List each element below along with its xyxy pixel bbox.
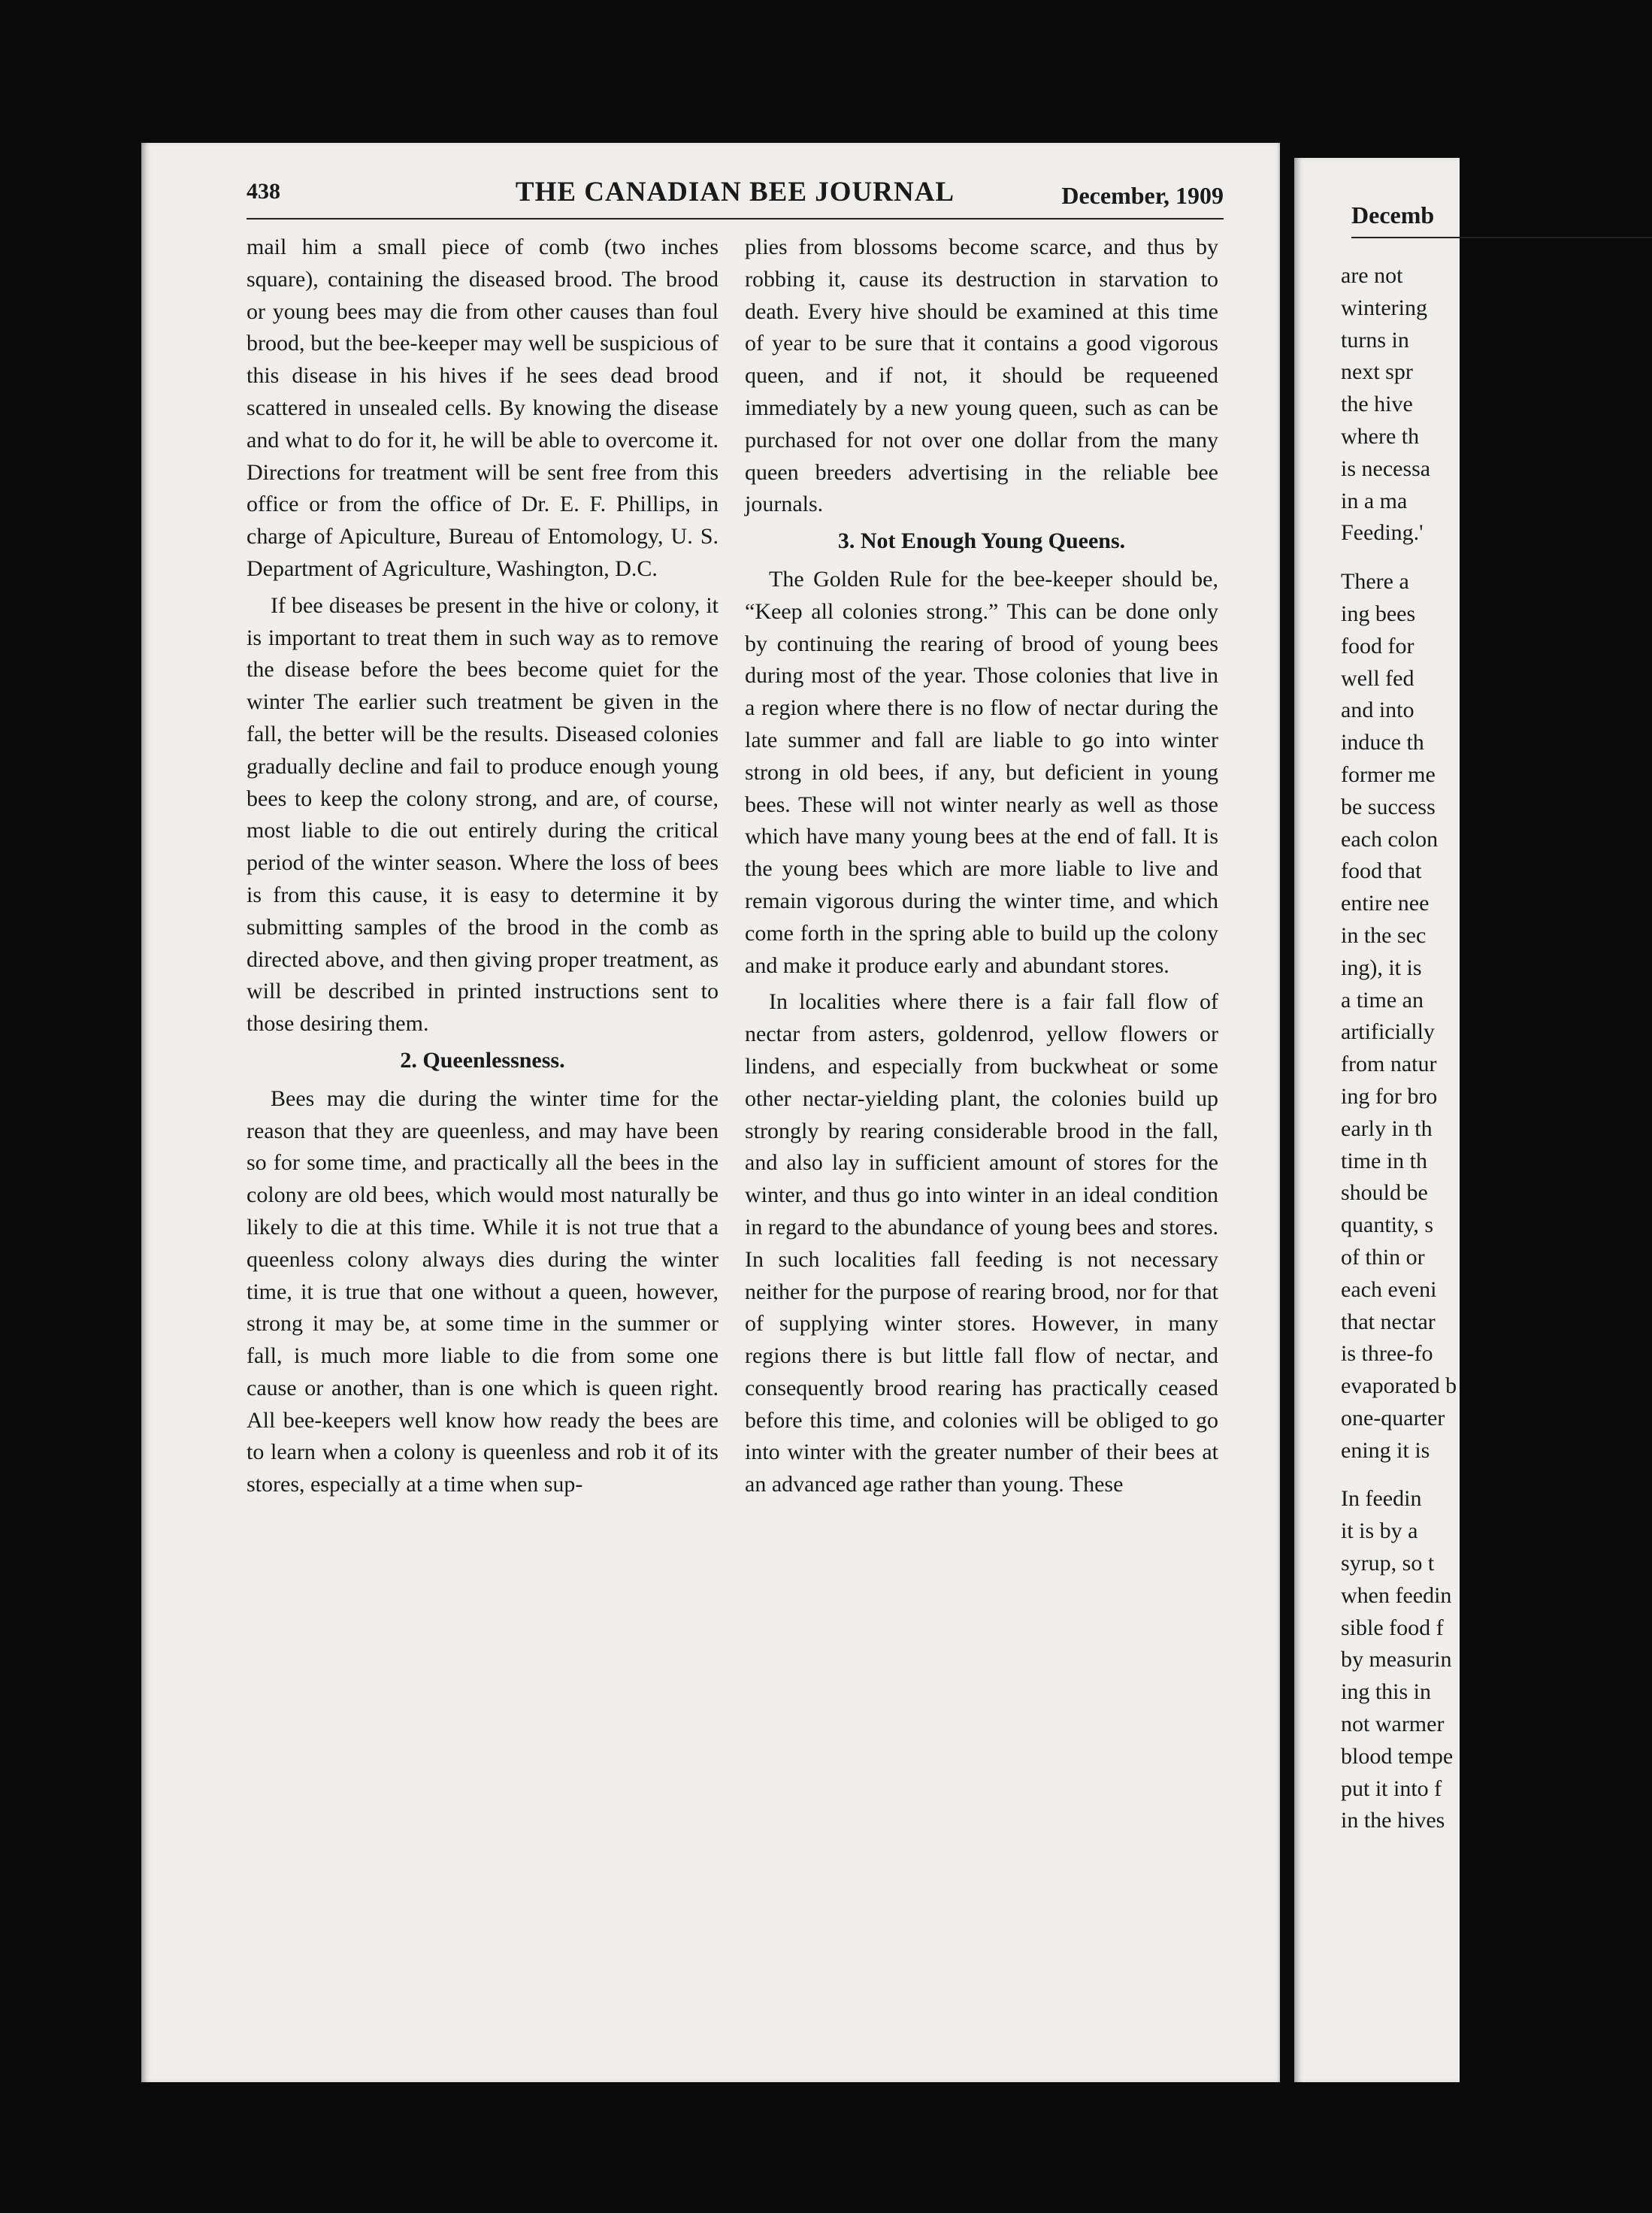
next-page-header: Decemb <box>1351 201 1652 238</box>
paragraph: If bee diseases be present in the hive or colony, it is important to treat them in such way as to remove the disease before the bees become quiet for the winter The earlier such treatment be given in the fall, the better will be the results. Diseased colonies gradually decline and fail to produce enough young bees to keep the colony strong, and are, of course, most liable to die out entirely during the critical period of the winter season. Where the loss of bees is from this cause, it is easy to determine it by submitting samples of the brood in the comb as directed above, and then giving proper treatment, as will be described in printed instructions sent to those desiring them. <box>247 592 719 1037</box>
next-page-line: one-quarter <box>1341 1405 1445 1430</box>
next-page-line: sible food f <box>1341 1615 1444 1640</box>
next-page-line: well fed <box>1341 665 1414 691</box>
next-page-line: are not <box>1341 263 1403 288</box>
next-page-line: artificially <box>1341 1019 1435 1045</box>
next-page-line: of thin or <box>1341 1244 1425 1270</box>
next-page-line: syrup, so t <box>1341 1551 1435 1576</box>
page-header <box>247 173 1224 219</box>
next-page-line: where th <box>1341 423 1420 449</box>
next-page-fragment <box>1294 158 1460 2082</box>
next-page-line: ing this in <box>1341 1679 1432 1705</box>
paragraph: mail him a small piece of comb (two inches square), containing the diseased brood. The brood or young bees may die from other causes than foul brood, but the bee-keeper may well be suspicious of this disease in his hives if he sees dead brood scattered in unsealed cells. By knowing the disease and what to do for it, he will be able to overcome it. Directions for treatment will be sent free from this office or from the office of Dr. E. F. Phillips, in charge of Apiculture, Bureau of Entomology, U. S. Department of Agriculture, Washington, D.C. <box>247 235 719 581</box>
next-page-line: quantity, s <box>1341 1212 1434 1238</box>
next-page-line: in the sec <box>1341 922 1427 948</box>
next-page-line: not warmer <box>1341 1712 1445 1737</box>
section-heading: 2. Queenlessness. <box>400 1047 565 1073</box>
next-page-line: In feedin <box>1341 1486 1422 1512</box>
next-page-line: each eveni <box>1341 1276 1437 1302</box>
next-page-line: ing for bro <box>1341 1083 1438 1109</box>
next-page-line: be success <box>1341 794 1436 819</box>
next-page-line: early in th <box>1341 1116 1433 1141</box>
next-page-line: the hive <box>1341 392 1413 417</box>
next-page-line: in a ma <box>1341 488 1408 513</box>
next-page-line: Feeding.' <box>1341 520 1424 546</box>
paragraph: In localities where there is a fair fall flow of nectar from asters, goldenrod, yellow flowers or lindens, and especially from buckwheat or some other nectar-yielding plant, the colonies build up strongly by rearing considerable brood in the fall, and also lay in sufficient amount of stores for the winter, and thus go into winter in an ideal condition in regard to the abundance of young bees and stores. In such localities fall feeding is not necessary neither for the purpose of rearing brood, nor for that of supplying winter stores. However, in many regions there is but little fall flow of nectar, and consequently brood rearing has practically ceased before this time, and colonies will be obliged to go into winter with the greater number of their bees at an advanced age rather than young. These <box>745 989 1218 1497</box>
next-page-line: each colon <box>1341 826 1439 852</box>
next-page-line: food that <box>1341 858 1422 884</box>
paragraph: plies from blossoms become scarce, and thus by robbing it, cause its destruction in starvation to death. Every hive should be examined at this time of year to be sure that it contains a good vigorous queen, and if not, it should be requeened immediately by a new young queen, such as can be purchased for not over one dollar from the many queen breeders advertising in the reliable bee journals. <box>745 235 1218 517</box>
next-page-line: that nectar <box>1341 1309 1436 1334</box>
paragraph-gap <box>1341 549 1641 566</box>
next-page-line: from natur <box>1341 1052 1437 1077</box>
next-page-line: entire nee <box>1341 891 1430 916</box>
next-page-line: is three-fo <box>1341 1341 1433 1367</box>
next-page-line: when feedin <box>1341 1582 1452 1608</box>
page-number: 438 <box>247 179 280 204</box>
next-page-line: blood tempe <box>1341 1743 1454 1769</box>
right-column <box>745 232 1218 1506</box>
next-page-line: by measurin <box>1341 1647 1452 1673</box>
next-page-line: turns in <box>1341 327 1409 353</box>
next-page-line: ening it is <box>1341 1437 1430 1463</box>
next-page-line: evaporated b <box>1341 1373 1457 1399</box>
left-column <box>247 232 719 1506</box>
next-page-text <box>1341 260 1641 1837</box>
issue-date: December, 1909 <box>1061 182 1224 209</box>
next-page-line: induce th <box>1341 730 1424 755</box>
next-page-line: ing), it is <box>1341 955 1422 980</box>
next-page-line: a time an <box>1341 987 1424 1013</box>
paragraph: The Golden Rule for the bee-keeper should be, “Keep all colonies strong.” This can be done only by continuing the rearing of brood of young bees during most of the year. Those colonies that live in a region where there is no flow of nectar during the late summer and fall are liable to go into winter strong in old bees, if any, but deficient in young bees. These will not winter nearly as well as those which have many young bees at the end of fall. It is the young bees which are more liable to live and remain vigorous during the winter time, and which come forth in the spring able to build up the colony and make it produce early and abundant stores. <box>745 566 1218 978</box>
next-page-line: is necessa <box>1341 456 1431 481</box>
journal-page <box>141 143 1280 2082</box>
next-page-line: ing bees <box>1341 601 1416 626</box>
next-page-line: put it into f <box>1341 1776 1442 1801</box>
next-page-line: time in th <box>1341 1148 1427 1173</box>
next-page-line: wintering <box>1341 295 1427 320</box>
next-page-line: next spr <box>1341 359 1413 385</box>
next-page-line: former me <box>1341 761 1436 787</box>
next-page-line: in the hives <box>1341 1808 1445 1833</box>
next-page-line: food for <box>1341 633 1414 658</box>
next-page-line: and into <box>1341 698 1414 723</box>
next-page-line: it is by a <box>1341 1518 1418 1544</box>
next-page-line: should be <box>1341 1180 1428 1206</box>
journal-title: THE CANADIAN BEE JOURNAL <box>515 177 955 207</box>
next-page-line: There a <box>1341 569 1409 595</box>
paragraph: Bees may die during the winter time for the reason that they are queenless, and may have been so for some time, and practically all the bees in the colony are old bees, which would most naturally be likely to die at this time. While it is not true that a queenless colony always dies during the winter time, it is true that one without a queen, however, strong it may be, at some time in the summer or fall, is much more liable to die from some one cause or another, than is one which is queen right. All bee-keepers well know how ready the bees are to learn when a colony is queenless and rob it of its stores, especially at a time when sup- <box>247 1085 719 1497</box>
section-heading: 3. Not Enough Young Queens. <box>837 528 1126 554</box>
paragraph-gap <box>1341 1467 1641 1483</box>
